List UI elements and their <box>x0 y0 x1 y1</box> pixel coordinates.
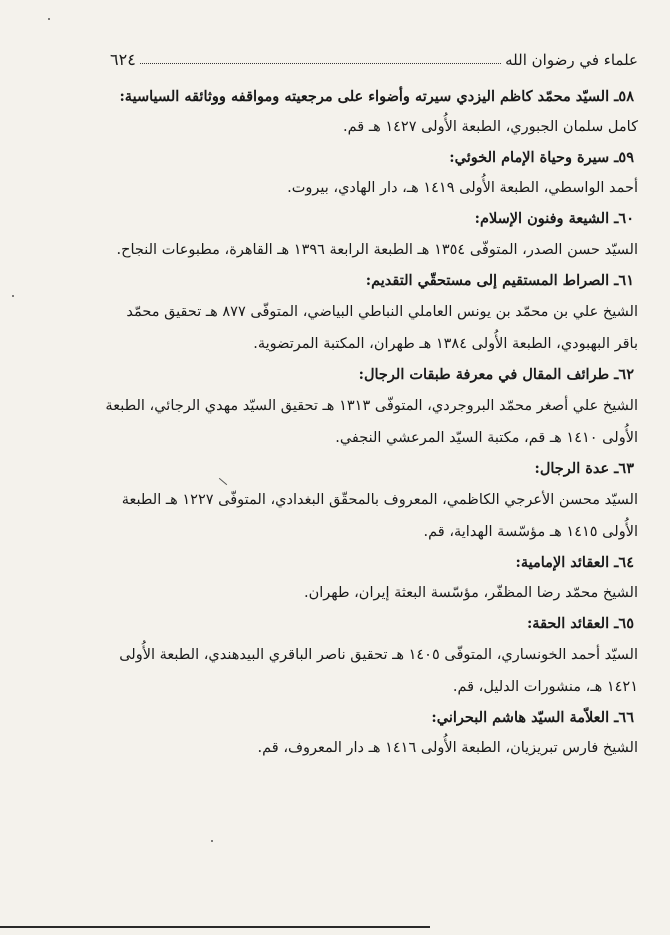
entry-body: أحمد الواسطي، الطبعة الأُولى ١٤١٩ هـ، دار الهادي، بيروت. <box>287 180 638 196</box>
entry-title: ٦٦ـ العلاّمة السيّد هاشم البحراني: <box>431 709 634 726</box>
bibliography-entry <box>104 360 638 454</box>
bibliography-entry <box>104 82 638 143</box>
header-title: علماء في رضوان الله <box>505 51 638 69</box>
entry-title: ٦٣ـ عدة الرجال: <box>534 460 634 477</box>
entry-body: الشيخ فارس تبريزيان، الطبعة الأُولى ١٤١٦ هـ دار المعروف، قم. <box>257 740 638 756</box>
entry-body: الشيخ محمّد رضا المظفّر، مؤسّسة البعثة إيران، طهران. <box>304 585 638 601</box>
page-number: ٦٢٤ <box>110 50 136 69</box>
entry-title: ٦١ـ الصراط المستقيم إلى مستحقّي التقديم: <box>365 272 634 289</box>
bibliography-entry <box>104 204 638 266</box>
bibliography-entry <box>104 703 638 764</box>
scan-speck <box>12 295 14 297</box>
scan-speck <box>211 840 213 842</box>
entry-body: السيّد أحمد الخونساري، المتوفّى ١٤٠٥ هـ تحقيق ناصر الباقري البيدهندي، الطبعة الأُولى ١٤٢١ هـ، منشورات الدليل، قم. <box>119 647 638 695</box>
scan-speck <box>48 18 50 20</box>
entry-title: ٦٠ـ الشيعة وفنون الإسلام: <box>474 210 634 227</box>
bottom-rule <box>0 926 430 928</box>
entry-body: كامل سلمان الجبوري، الطبعة الأُولى ١٤٢٧ هـ قم. <box>343 119 638 135</box>
bibliography-entry <box>104 143 638 204</box>
running-header <box>110 47 638 69</box>
bibliography-entry <box>104 609 638 703</box>
bibliography-entry <box>104 454 638 548</box>
entry-title: ٦٥ـ العقائد الحقة: <box>526 615 634 632</box>
bibliography-entry <box>104 266 638 360</box>
entry-body: الشيخ علي بن محمّد بن يونس العاملي النباطي البياضي، المتوفّى ٨٧٧ هـ تحقيق محمّد باقر البهبودي، الطبعة الأُولى ١٣٨٤ هـ طهران، المكتبة المرتضوية. <box>126 304 638 352</box>
entry-title: ٦٢ـ طرائف المقال في معرفة طبقات الرجال: <box>358 366 634 383</box>
entry-title: ٦٤ـ العقائد الإمامية: <box>515 554 634 571</box>
bibliography-list <box>104 82 638 764</box>
entry-body: الشيخ علي أصغر محمّد البروجردي، المتوفّى ١٣١٣ هـ تحقيق السيّد مهدي الرجائي، الطبعة الأُولى ١٤١٠ هـ قم، مكتبة السيّد المرعشي النجفي. <box>105 398 638 446</box>
bibliography-entry <box>104 548 638 609</box>
entry-body: السيّد حسن الصدر، المتوفّى ١٣٥٤ هـ الطبعة الرابعة ١٣٩٦ هـ القاهرة، مطبوعات النجاح. <box>116 242 638 258</box>
entry-body: السيّد محسن الأعرجي الكاظمي، المعروف بالمحقّق البغدادي، المتوفّى ١٢٢٧ هـ الطبعة الأُولى ١٤١٥ هـ مؤسّسة الهداية، قم. <box>121 492 638 540</box>
header-leader-dots <box>140 62 501 64</box>
entry-title: ٥٩ـ سيرة وحياة الإمام الخوئي: <box>449 149 634 166</box>
entry-title: ٥٨ـ السيّد محمّد كاظم اليزدي سيرته وأضواء على مرجعيته ومواقفه ووثائقه السياسية: <box>119 88 634 105</box>
